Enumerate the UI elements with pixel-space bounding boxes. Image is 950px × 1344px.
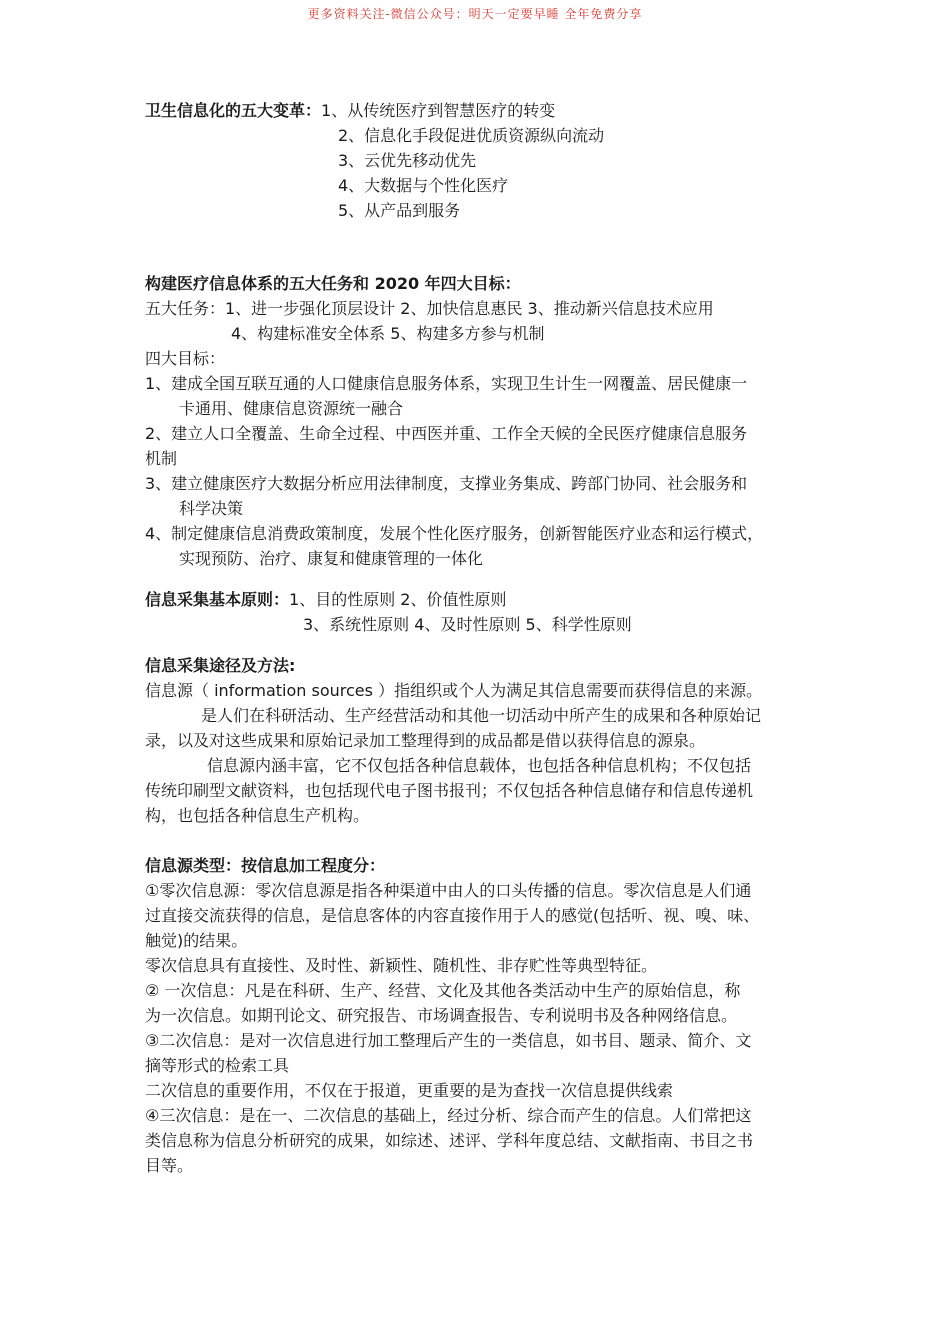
section5-line: 零次信息具有直接性、及时性、新颖性、随机性、非存贮性等典型特征。 bbox=[145, 956, 658, 975]
section5-line: 类信息称为信息分析研究的成果，如综述、述评、学科年度总结、文献指南、书目之书 bbox=[145, 1131, 754, 1150]
section5-line: ③二次信息：是对一次信息进行加工整理后产生的一类信息，如书目、题录、简介、文 bbox=[145, 1031, 752, 1050]
section2-goal4-a: 4、制定健康信息消费政策制度，发展个性化医疗服务，创新智能医疗业态和运行模式， bbox=[145, 524, 764, 543]
section1-title: 卫生信息化的五大变革： bbox=[145, 101, 322, 120]
section5-line: ①零次信息源：零次信息源是指各种渠道中由人的口头传播的信息。零次信息是人们通 bbox=[145, 881, 752, 900]
watermark-header: 更多资料关注-微信公众号：明天一定要早睡 全年免费分享 bbox=[307, 7, 643, 21]
section2-goal2-a: 2、建立人口全覆盖、生命全过程、中西医并重、工作全天候的全民医疗健康信息服务 bbox=[145, 424, 748, 443]
section5-line: 过直接交流获得的信息，是信息客体的内容直接作用于人的感觉(包括听、视、嗅、味、 bbox=[145, 906, 760, 925]
section4-line3: 录，以及对这些成果和原始记录加工整理得到的成品都是借以获得信息的源泉。 bbox=[145, 731, 706, 750]
section5-line: ④三次信息：是在一、二次信息的基础上，经过分析、综合而产生的信息。人们常把这 bbox=[145, 1106, 752, 1125]
section3-line1: 1、目的性原则 2、价值性原则 bbox=[289, 590, 507, 609]
section2-goal3-b: 科学决策 bbox=[179, 499, 244, 518]
section1-item-5: 5、从产品到服务 bbox=[338, 201, 461, 220]
section4-line4: 信息源内涵丰富，它不仅包括各种信息载体，也包括各种信息机构；不仅包括 bbox=[207, 756, 752, 775]
section4-title: 信息采集途径及方法: bbox=[145, 656, 296, 675]
section2-title: 构建医疗信息体系的五大任务和 2020 年四大目标： bbox=[145, 274, 521, 293]
section5-title: 信息源类型：按信息加工程度分： bbox=[145, 856, 386, 875]
section1-item-1: 1、从传统医疗到智慧医疗的转变 bbox=[321, 101, 556, 120]
section2-goal1-a: 1、建成全国互联互通的人口健康信息服务体系，实现卫生计生一网覆盖、居民健康一 bbox=[145, 374, 748, 393]
section5-line: 摘等形式的检索工具 bbox=[145, 1056, 290, 1075]
section5-line: 触觉)的结果。 bbox=[145, 931, 248, 950]
section5-line: ② 一次信息：凡是在科研、生产、经营、文化及其他各类活动中生产的原始信息，称 bbox=[145, 981, 741, 1000]
section3-first-line bbox=[145, 587, 815, 612]
section4-line2: 是人们在科研活动、生产经营活动和其他一切活动中所产生的成果和各种原始记 bbox=[201, 706, 762, 725]
section3-line2: 3、系统性原则 4、及时性原则 5、科学性原则 bbox=[303, 615, 632, 634]
section2-goal1-b: 卡通用、健康信息资源统一融合 bbox=[179, 399, 404, 418]
section2-goals-label: 四大目标： bbox=[145, 349, 226, 368]
section2-tasks-line2: 4、构建标准安全体系 5、构建多方参与机制 bbox=[231, 324, 545, 343]
section1-first-line bbox=[145, 98, 815, 123]
section1-item-2: 2、信息化手段促进优质资源纵向流动 bbox=[338, 126, 605, 145]
section5-line: 为一次信息。如期刊论文、研究报告、市场调查报告、专利说明书及各种网络信息。 bbox=[145, 1006, 738, 1025]
section4-line1: 信息源（ information sources ）指组织或个人为满足其信息需要而获得信息的来源。 bbox=[145, 681, 763, 700]
section5-line: 目等。 bbox=[145, 1156, 194, 1175]
section2-tasks-line1: 五大任务：1、进一步强化顶层设计 2、加快信息惠民 3、推动新兴信息技术应用 bbox=[145, 299, 714, 318]
section3-title: 信息采集基本原则： bbox=[145, 590, 290, 609]
section4-line6: 构，也包括各种信息生产机构。 bbox=[145, 806, 370, 825]
section2-goal2-b: 机制 bbox=[145, 449, 178, 468]
section2-goal3-a: 3、建立健康医疗大数据分析应用法律制度，支撑业务集成、跨部门协同、社会服务和 bbox=[145, 474, 748, 493]
section1-item-4: 4、大数据与个性化医疗 bbox=[338, 176, 509, 195]
section1-item-3: 3、云优先移动优先 bbox=[338, 151, 477, 170]
section2-goal4-b: 实现预防、治疗、康复和健康管理的一体化 bbox=[179, 549, 484, 568]
section4-line5: 传统印刷型文献资料，也包括现代电子图书报刊；不仅包括各种信息储存和信息传递机 bbox=[145, 781, 754, 800]
section5-line: 二次信息的重要作用，不仅在于报道，更重要的是为查找一次信息提供线索 bbox=[145, 1081, 674, 1100]
document-body bbox=[145, 98, 815, 1178]
